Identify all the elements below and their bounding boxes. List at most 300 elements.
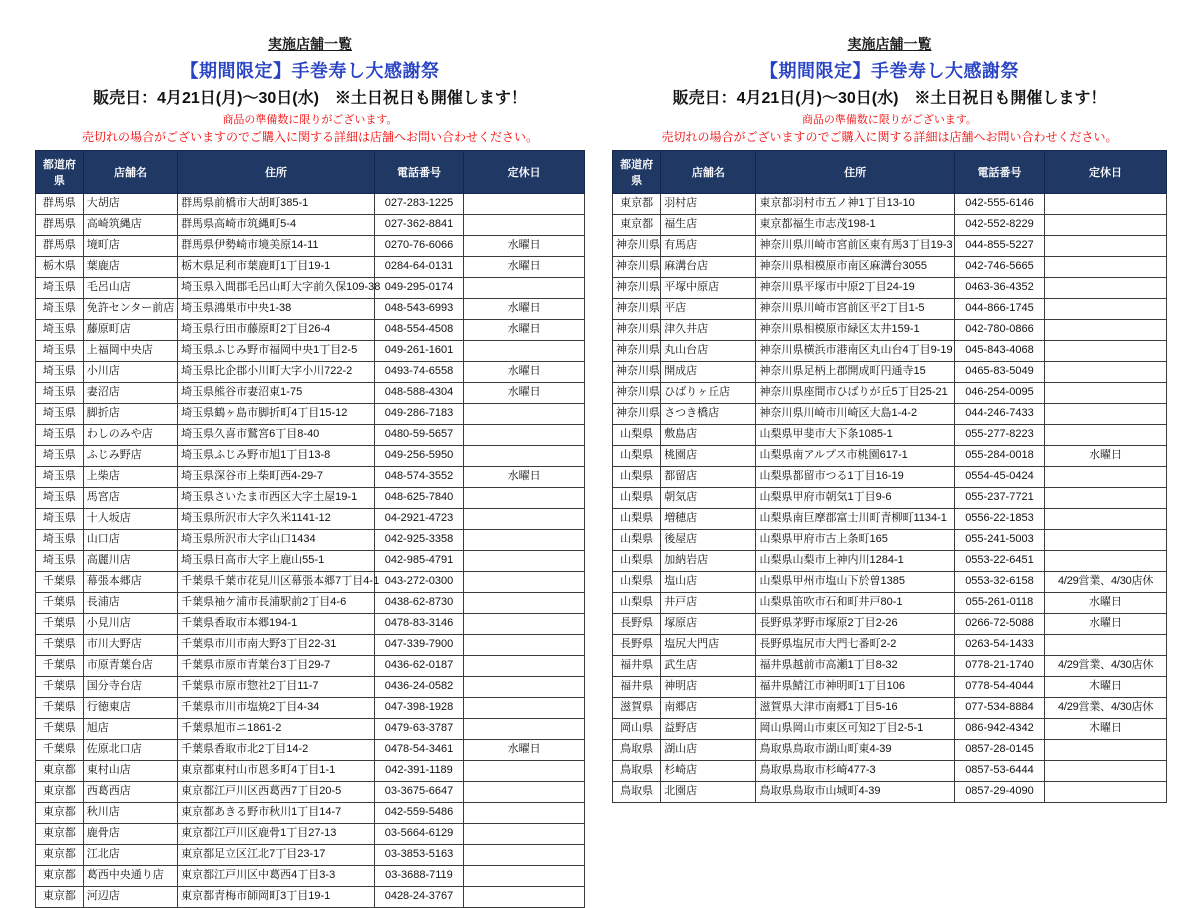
address-cell: 埼玉県深谷市上柴町西4-29-7: [178, 467, 375, 488]
address-cell: 埼玉県さいたま市西区大字土屋19-1: [178, 488, 375, 509]
pref-cell: 東京都: [36, 803, 84, 824]
store-row: [36, 236, 585, 257]
store-name-cell: ふじみ野店: [83, 446, 177, 467]
column-header: 都道府県: [613, 151, 661, 194]
store-row: [613, 782, 1167, 803]
holiday-cell: [1045, 509, 1167, 530]
address-cell: 鳥取県鳥取市湖山町東4-39: [756, 740, 954, 761]
holiday-cell: [464, 866, 585, 887]
phone-cell: 03-3675-6647: [374, 782, 463, 803]
holiday-cell: [1045, 194, 1167, 215]
address-cell: 埼玉県鶴ヶ島市脚折町4丁目15-12: [178, 404, 375, 425]
address-cell: 群馬県伊勢崎市境美原14-11: [178, 236, 375, 257]
phone-cell: 0266-72-5088: [954, 614, 1044, 635]
store-row: [36, 509, 585, 530]
store-name-cell: 神明店: [661, 677, 756, 698]
address-cell: 東京都羽村市五ノ神1丁目13-10: [756, 194, 954, 215]
address-cell: 千葉県旭市ニ1861-2: [178, 719, 375, 740]
column-header: 電話番号: [374, 151, 463, 194]
store-name-cell: 山口店: [83, 530, 177, 551]
pref-cell: 山梨県: [613, 488, 661, 509]
pref-cell: 山梨県: [613, 593, 661, 614]
store-name-cell: ひばりヶ丘店: [661, 383, 756, 404]
store-name-cell: 市川大野店: [83, 635, 177, 656]
phone-cell: 0438-62-8730: [374, 593, 463, 614]
pref-cell: 山梨県: [613, 530, 661, 551]
holiday-cell: 水曜日: [1045, 614, 1167, 635]
pref-cell: 山梨県: [613, 551, 661, 572]
table-header-row: [36, 151, 585, 194]
store-name-cell: 麻溝台店: [661, 257, 756, 278]
phone-cell: 055-284-0018: [954, 446, 1044, 467]
store-row: [36, 299, 585, 320]
phone-cell: 049-286-7183: [374, 404, 463, 425]
address-cell: 神奈川県横浜市港南区丸山台4丁目9-19: [756, 341, 954, 362]
store-name-cell: 都留店: [661, 467, 756, 488]
store-row: [36, 677, 585, 698]
address-cell: 山梨県甲州市塩山下於曽1385: [756, 572, 954, 593]
pref-cell: 埼玉県: [36, 488, 84, 509]
holiday-cell: [464, 488, 585, 509]
holiday-cell: [1045, 257, 1167, 278]
store-row: [36, 425, 585, 446]
holiday-cell: [1045, 635, 1167, 656]
store-name-cell: 脚折店: [83, 404, 177, 425]
store-name-cell: 開成店: [661, 362, 756, 383]
store-row: [36, 551, 585, 572]
store-row: [613, 278, 1167, 299]
address-cell: 神奈川県座間市ひばりが丘5丁目25-21: [756, 383, 954, 404]
store-row: [613, 656, 1167, 677]
phone-cell: 048-554-4508: [374, 320, 463, 341]
store-name-cell: 南郷店: [661, 698, 756, 719]
holiday-cell: [464, 404, 585, 425]
store-name-cell: 杉崎店: [661, 761, 756, 782]
store-name-cell: 福生店: [661, 215, 756, 236]
phone-cell: 0478-83-3146: [374, 614, 463, 635]
pref-cell: 埼玉県: [36, 278, 84, 299]
pref-cell: 福井県: [613, 677, 661, 698]
store-name-cell: 高崎筑縄店: [83, 215, 177, 236]
store-row: [613, 425, 1167, 446]
store-name-cell: 塚原店: [661, 614, 756, 635]
pref-cell: 千葉県: [36, 614, 84, 635]
holiday-cell: 4/29営業、4/30店休: [1045, 698, 1167, 719]
right-page-header: [612, 34, 1167, 145]
phone-cell: 055-261-0118: [954, 593, 1044, 614]
phone-cell: 055-237-7721: [954, 488, 1044, 509]
holiday-cell: [464, 278, 585, 299]
phone-cell: 042-746-5665: [954, 257, 1044, 278]
pref-cell: 群馬県: [36, 194, 84, 215]
phone-cell: 042-780-0866: [954, 320, 1044, 341]
pref-cell: 東京都: [36, 782, 84, 803]
pref-cell: 神奈川県: [613, 278, 661, 299]
column-header: 都道府県: [36, 151, 84, 194]
store-name-cell: 益野店: [661, 719, 756, 740]
store-name-cell: 湖山店: [661, 740, 756, 761]
store-name-cell: 塩山店: [661, 572, 756, 593]
holiday-cell: [464, 803, 585, 824]
phone-cell: 0556-22-1853: [954, 509, 1044, 530]
pref-cell: 千葉県: [36, 677, 84, 698]
pref-cell: 福井県: [613, 656, 661, 677]
address-cell: 神奈川県相模原市南区麻溝台3055: [756, 257, 954, 278]
pref-cell: 千葉県: [36, 719, 84, 740]
store-name-cell: 平店: [661, 299, 756, 320]
store-name-cell: 武生店: [661, 656, 756, 677]
store-row: [613, 194, 1167, 215]
address-cell: 東京都江戸川区西葛西7丁目20-5: [178, 782, 375, 803]
holiday-cell: 水曜日: [464, 257, 585, 278]
address-cell: 埼玉県久喜市鷲宮6丁目8-40: [178, 425, 375, 446]
stock-limit-note: 商品の準備数に限りがございます。: [801, 114, 978, 126]
address-cell: 山梨県笛吹市石和町井戸80-1: [756, 593, 954, 614]
store-row: [613, 236, 1167, 257]
phone-cell: 0554-45-0424: [954, 467, 1044, 488]
store-row: [613, 215, 1167, 236]
holiday-cell: [464, 614, 585, 635]
pref-cell: 東京都: [36, 887, 84, 908]
store-name-cell: 小川店: [83, 362, 177, 383]
phone-cell: 027-362-8841: [374, 215, 463, 236]
store-row: [36, 614, 585, 635]
pref-cell: 長野県: [613, 614, 661, 635]
pref-cell: 鳥取県: [613, 782, 661, 803]
address-cell: 埼玉県鴻巣市中央1-38: [178, 299, 375, 320]
store-name-cell: 幕張本郷店: [83, 572, 177, 593]
store-name-cell: 加納岩店: [661, 551, 756, 572]
phone-cell: 042-391-1189: [374, 761, 463, 782]
phone-cell: 049-295-0174: [374, 278, 463, 299]
store-row: [613, 593, 1167, 614]
store-name-cell: 江北店: [83, 845, 177, 866]
holiday-cell: [464, 593, 585, 614]
store-row: [36, 404, 585, 425]
store-row: [36, 530, 585, 551]
pref-cell: 山梨県: [613, 425, 661, 446]
phone-cell: 046-254-0095: [954, 383, 1044, 404]
address-cell: 東京都足立区江北7丁目23-17: [178, 845, 375, 866]
address-cell: 福井県越前市高瀬1丁目8-32: [756, 656, 954, 677]
store-row: [36, 866, 585, 887]
phone-cell: 042-555-6146: [954, 194, 1044, 215]
address-cell: 山梨県甲府市古上条町165: [756, 530, 954, 551]
store-name-cell: 後屋店: [661, 530, 756, 551]
left-page-column: [35, 34, 585, 908]
phone-cell: 027-283-1225: [374, 194, 463, 215]
holiday-cell: [1045, 341, 1167, 362]
store-name-cell: 行徳東店: [83, 698, 177, 719]
store-name-cell: 上柴店: [83, 467, 177, 488]
address-cell: 神奈川県川崎市川崎区大島1-4-2: [756, 404, 954, 425]
page-title: 実施店舗一覧: [847, 36, 932, 52]
address-cell: 千葉県市川市塩焼2丁目4-34: [178, 698, 375, 719]
holiday-cell: 水曜日: [464, 362, 585, 383]
address-cell: 鳥取県鳥取市杉崎477-3: [756, 761, 954, 782]
phone-cell: 044-855-5227: [954, 236, 1044, 257]
phone-cell: 0478-54-3461: [374, 740, 463, 761]
address-cell: 千葉県千葉市花見川区幕張本郷7丁目4-1: [178, 572, 375, 593]
phone-cell: 044-246-7433: [954, 404, 1044, 425]
campaign-title: 【期間限定】手巻寿し大感謝祭: [760, 61, 1019, 81]
store-name-cell: 境町店: [83, 236, 177, 257]
address-cell: 山梨県甲斐市大下条1085-1: [756, 425, 954, 446]
holiday-cell: [464, 425, 585, 446]
store-row: [36, 593, 585, 614]
store-name-cell: 鹿骨店: [83, 824, 177, 845]
table-header-row: [613, 151, 1167, 194]
store-table-right: [612, 150, 1167, 803]
store-row: [613, 446, 1167, 467]
holiday-cell: [464, 782, 585, 803]
holiday-cell: [1045, 488, 1167, 509]
phone-cell: 03-5664-6129: [374, 824, 463, 845]
holiday-cell: [464, 719, 585, 740]
store-row: [613, 698, 1167, 719]
pref-cell: 埼玉県: [36, 320, 84, 341]
address-cell: 埼玉県所沢市大字山口1434: [178, 530, 375, 551]
address-cell: 神奈川県足柄上郡開成町円通寺15: [756, 362, 954, 383]
pref-cell: 千葉県: [36, 656, 84, 677]
phone-cell: 0480-59-5657: [374, 425, 463, 446]
store-row: [36, 698, 585, 719]
store-row: [613, 530, 1167, 551]
holiday-cell: 水曜日: [464, 236, 585, 257]
store-name-cell: 長浦店: [83, 593, 177, 614]
store-row: [613, 404, 1167, 425]
holiday-cell: 水曜日: [1045, 593, 1167, 614]
left-page-header: [35, 34, 585, 145]
pref-cell: 千葉県: [36, 572, 84, 593]
holiday-cell: [464, 698, 585, 719]
store-name-cell: 有馬店: [661, 236, 756, 257]
address-cell: 神奈川県川崎市宮前区平2丁目1-5: [756, 299, 954, 320]
store-name-cell: 旭店: [83, 719, 177, 740]
store-name-cell: 桃園店: [661, 446, 756, 467]
holiday-cell: [1045, 215, 1167, 236]
pref-cell: 岡山県: [613, 719, 661, 740]
holiday-cell: 水曜日: [464, 383, 585, 404]
holiday-cell: [464, 887, 585, 908]
column-header: 定休日: [1045, 151, 1167, 194]
sale-date-line: 販売日：4月21日(月)～30日(水) ※土日祝日も開催します！: [672, 90, 1107, 107]
store-table-left: [35, 150, 585, 908]
address-cell: 千葉県市原市青葉台3丁目29-7: [178, 656, 375, 677]
pref-cell: 神奈川県: [613, 320, 661, 341]
store-row: [36, 782, 585, 803]
column-header: 電話番号: [954, 151, 1044, 194]
store-name-cell: 妻沼店: [83, 383, 177, 404]
pref-cell: 埼玉県: [36, 530, 84, 551]
holiday-cell: [1045, 425, 1167, 446]
phone-cell: 048-574-3552: [374, 467, 463, 488]
address-cell: 山梨県山梨市上神内川1284-1: [756, 551, 954, 572]
holiday-cell: [1045, 761, 1167, 782]
address-cell: 東京都江戸川区中葛西4丁目3-3: [178, 866, 375, 887]
store-name-cell: 朝気店: [661, 488, 756, 509]
pref-cell: 千葉県: [36, 698, 84, 719]
pref-cell: 鳥取県: [613, 761, 661, 782]
holiday-cell: [464, 572, 585, 593]
holiday-cell: [1045, 404, 1167, 425]
phone-cell: 048-588-4304: [374, 383, 463, 404]
right-page-column: [612, 34, 1167, 908]
store-name-cell: さつき橋店: [661, 404, 756, 425]
store-name-cell: 塩尻大門店: [661, 635, 756, 656]
phone-cell: 043-272-0300: [374, 572, 463, 593]
store-row: [613, 635, 1167, 656]
address-cell: 滋賀県大津市南郷1丁目5-16: [756, 698, 954, 719]
page-title: 実施店舗一覧: [268, 36, 352, 52]
phone-cell: 0857-53-6444: [954, 761, 1044, 782]
store-name-cell: 西葛西店: [83, 782, 177, 803]
phone-cell: 042-552-8229: [954, 215, 1044, 236]
holiday-cell: 水曜日: [464, 467, 585, 488]
address-cell: 埼玉県入間郡毛呂山町大字前久保109-38: [178, 278, 375, 299]
holiday-cell: 木曜日: [1045, 677, 1167, 698]
address-cell: 千葉県香取市北2丁目14-2: [178, 740, 375, 761]
address-cell: 山梨県都留市つる1丁目16-19: [756, 467, 954, 488]
address-cell: 山梨県南巨摩郡富士川町青柳町1134-1: [756, 509, 954, 530]
phone-cell: 0778-21-1740: [954, 656, 1044, 677]
address-cell: 神奈川県平塚市中原2丁目24-19: [756, 278, 954, 299]
pref-cell: 東京都: [36, 845, 84, 866]
holiday-cell: [464, 194, 585, 215]
holiday-cell: [1045, 782, 1167, 803]
store-name-cell: 津久井店: [661, 320, 756, 341]
address-cell: 埼玉県所沢市大字久米1141-12: [178, 509, 375, 530]
address-cell: 神奈川県相模原市緑区太井159-1: [756, 320, 954, 341]
holiday-cell: [464, 824, 585, 845]
holiday-cell: [1045, 362, 1167, 383]
pref-cell: 東京都: [36, 866, 84, 887]
address-cell: 千葉県袖ケ浦市長浦駅前2丁目4-6: [178, 593, 375, 614]
holiday-cell: [464, 635, 585, 656]
column-header: 住所: [756, 151, 954, 194]
store-row: [613, 257, 1167, 278]
store-row: [36, 719, 585, 740]
store-name-cell: 北園店: [661, 782, 756, 803]
column-header: 店舗名: [83, 151, 177, 194]
store-name-cell: 丸山台店: [661, 341, 756, 362]
phone-cell: 077-534-8884: [954, 698, 1044, 719]
store-row: [613, 341, 1167, 362]
address-cell: 埼玉県ふじみ野市旭1丁目13-8: [178, 446, 375, 467]
pref-cell: 東京都: [613, 194, 661, 215]
holiday-cell: [1045, 551, 1167, 572]
phone-cell: 055-241-5003: [954, 530, 1044, 551]
store-name-cell: 敷島店: [661, 425, 756, 446]
store-name-cell: 馬宮店: [83, 488, 177, 509]
phone-cell: 049-256-5950: [374, 446, 463, 467]
phone-cell: 042-985-4791: [374, 551, 463, 572]
address-cell: 埼玉県ふじみ野市福岡中央1丁目2-5: [178, 341, 375, 362]
store-name-cell: 藤原町店: [83, 320, 177, 341]
phone-cell: 0857-29-4090: [954, 782, 1044, 803]
holiday-cell: 4/29営業、4/30店休: [1045, 572, 1167, 593]
store-row: [613, 677, 1167, 698]
store-row: [36, 215, 585, 236]
pref-cell: 滋賀県: [613, 698, 661, 719]
pref-cell: 千葉県: [36, 635, 84, 656]
store-name-cell: 東村山店: [83, 761, 177, 782]
holiday-cell: [464, 656, 585, 677]
store-row: [36, 824, 585, 845]
pref-cell: 埼玉県: [36, 341, 84, 362]
phone-cell: 03-3853-5163: [374, 845, 463, 866]
address-cell: 東京都福生市志茂198-1: [756, 215, 954, 236]
pref-cell: 埼玉県: [36, 383, 84, 404]
holiday-cell: 水曜日: [464, 740, 585, 761]
pref-cell: 埼玉県: [36, 404, 84, 425]
phone-cell: 0778-54-4044: [954, 677, 1044, 698]
phone-cell: 0263-54-1433: [954, 635, 1044, 656]
holiday-cell: [1045, 278, 1167, 299]
pref-cell: 栃木県: [36, 257, 84, 278]
store-row: [613, 740, 1167, 761]
address-cell: 福井県鯖江市神明町1丁目106: [756, 677, 954, 698]
phone-cell: 048-625-7840: [374, 488, 463, 509]
store-row: [613, 383, 1167, 404]
address-cell: 埼玉県比企郡小川町大字小川722-2: [178, 362, 375, 383]
store-name-cell: わしのみや店: [83, 425, 177, 446]
holiday-cell: [464, 551, 585, 572]
store-name-cell: 国分寺台店: [83, 677, 177, 698]
pref-cell: 神奈川県: [613, 236, 661, 257]
store-row: [613, 320, 1167, 341]
holiday-cell: 木曜日: [1045, 719, 1167, 740]
pref-cell: 東京都: [613, 215, 661, 236]
holiday-cell: 水曜日: [464, 320, 585, 341]
phone-cell: 0479-63-3787: [374, 719, 463, 740]
store-row: [613, 362, 1167, 383]
campaign-title: 【期間限定】手巻寿し大感謝祭: [180, 61, 440, 81]
store-name-cell: 小見川店: [83, 614, 177, 635]
pref-cell: 山梨県: [613, 446, 661, 467]
phone-cell: 0270-76-6066: [374, 236, 463, 257]
phone-cell: 055-277-8223: [954, 425, 1044, 446]
store-row: [36, 446, 585, 467]
store-row: [36, 887, 585, 908]
address-cell: 鳥取県鳥取市山城町4-39: [756, 782, 954, 803]
pref-cell: 神奈川県: [613, 383, 661, 404]
holiday-cell: [464, 677, 585, 698]
holiday-cell: [1045, 236, 1167, 257]
store-name-cell: 佐原北口店: [83, 740, 177, 761]
store-row: [613, 719, 1167, 740]
pref-cell: 埼玉県: [36, 362, 84, 383]
address-cell: 東京都あきる野市秋川1丁目14-7: [178, 803, 375, 824]
address-cell: 埼玉県行田市藤原町2丁目26-4: [178, 320, 375, 341]
address-cell: 長野県茅野市塚原2丁目2-26: [756, 614, 954, 635]
phone-cell: 0553-32-6158: [954, 572, 1044, 593]
holiday-cell: 水曜日: [1045, 446, 1167, 467]
phone-cell: 042-925-3358: [374, 530, 463, 551]
phone-cell: 03-3688-7119: [374, 866, 463, 887]
holiday-cell: 4/29営業、4/30店休: [1045, 656, 1167, 677]
holiday-cell: [464, 845, 585, 866]
phone-cell: 0465-83-5049: [954, 362, 1044, 383]
holiday-cell: [1045, 467, 1167, 488]
soldout-note: 売切れの場合がございますのでご購入に関する詳細は店舗へお問い合わせください。: [661, 130, 1118, 144]
store-name-cell: 十人坂店: [83, 509, 177, 530]
phone-cell: 047-398-1928: [374, 698, 463, 719]
store-name-cell: 河辺店: [83, 887, 177, 908]
store-name-cell: 秋川店: [83, 803, 177, 824]
store-name-cell: 大胡店: [83, 194, 177, 215]
phone-cell: 049-261-1601: [374, 341, 463, 362]
